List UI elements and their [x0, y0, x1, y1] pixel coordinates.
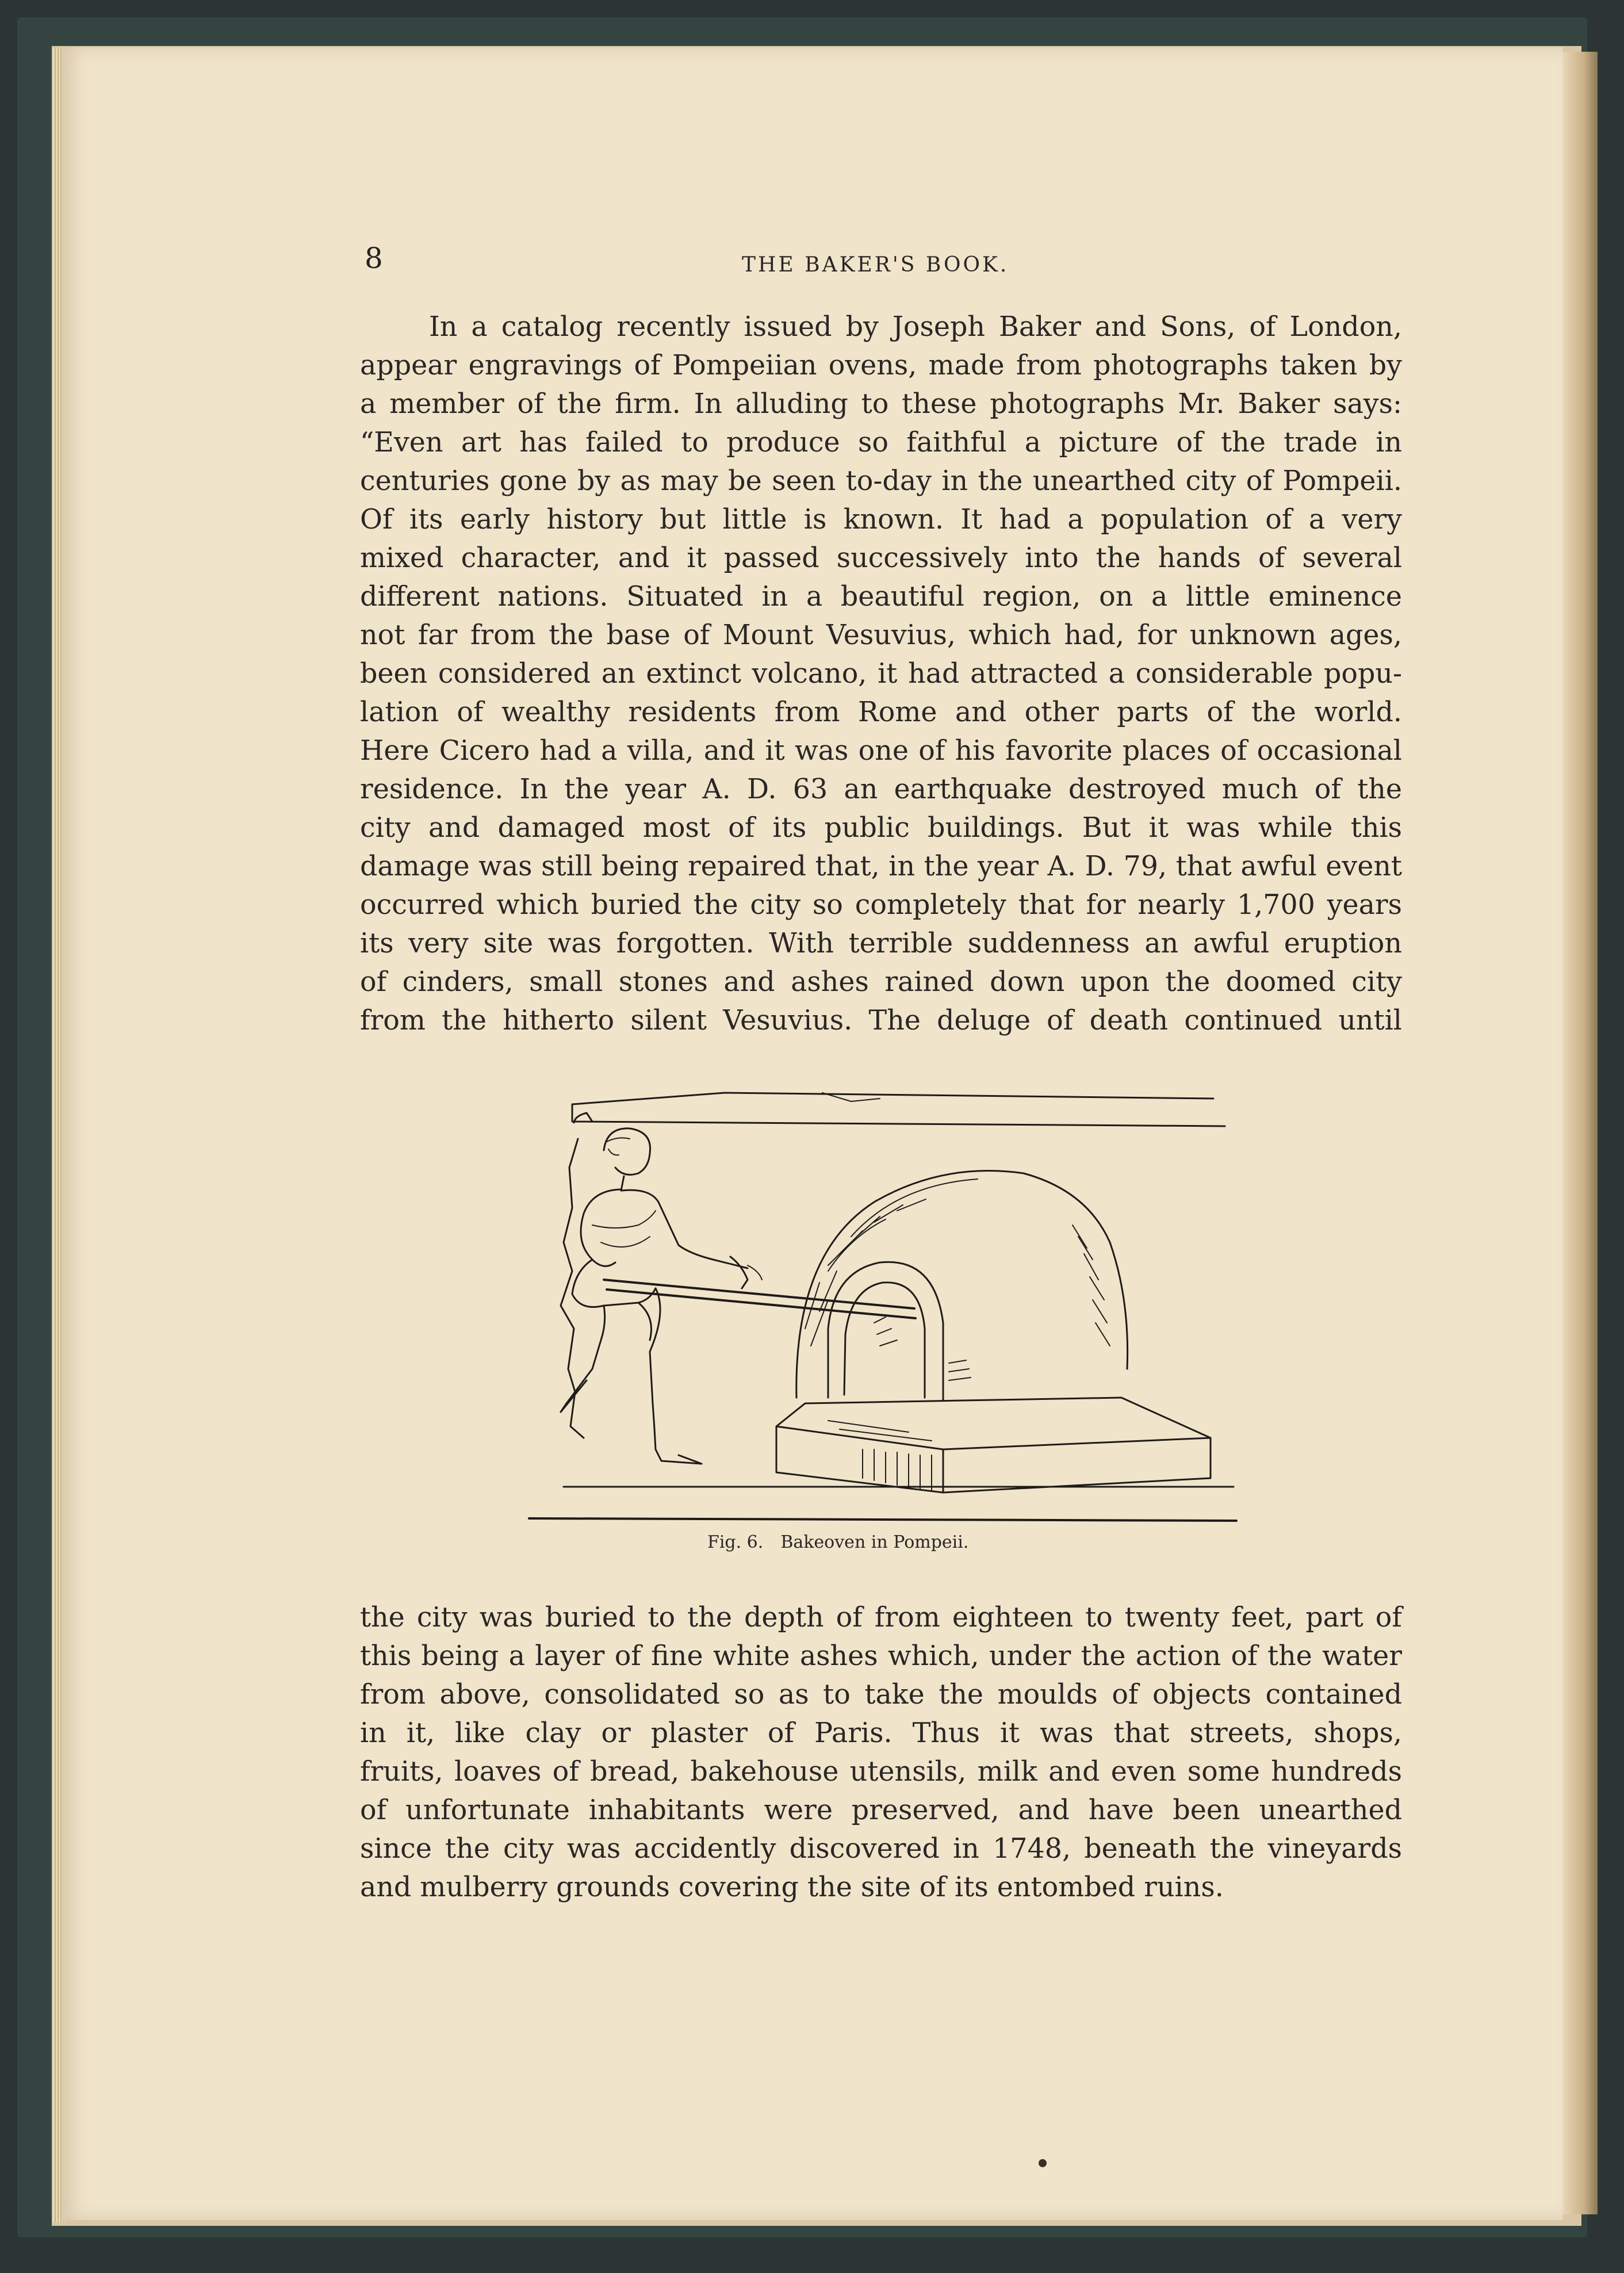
- text-line: appear engravings of Pompeiian ovens, made from photographs taken by: [360, 350, 1402, 381]
- figure-caption: [707, 1532, 968, 1552]
- text-line: of unfortunate inhabitants were preserved, and have been unearthed: [360, 1794, 1402, 1826]
- text-line: the city was buried to the depth of from eighteen to twenty feet, part of: [360, 1602, 1402, 1633]
- text-line: damage was still being repaired that, in the year A. D. 79, that awful event: [360, 851, 1402, 882]
- text-line: and mulberry grounds covering the site of its entombed ruins.: [360, 1872, 1224, 1903]
- text-line: a member of the firm. In alluding to these photographs Mr. Baker says:: [360, 388, 1402, 420]
- text-line: its very site was forgotten. With terrible suddenness an awful eruption: [360, 928, 1402, 959]
- text-line: from the hitherto silent Vesuvius. The deluge of death continued until: [360, 1005, 1402, 1036]
- figure-bakeoven-illustration: [506, 1081, 1242, 1530]
- bakeoven-engraving: [506, 1081, 1242, 1530]
- figure-title: Bakeoven in Pompeii.: [780, 1532, 969, 1552]
- text-line: occurred which buried the city so completely that for nearly 1,700 years: [360, 889, 1402, 921]
- text-line: been considered an extinct volcano, it had attracted a considerable popu-: [360, 658, 1402, 690]
- text-line: Here Cicero had a villa, and it was one of his favorite places of occasional: [360, 735, 1402, 767]
- running-title: THE BAKER'S BOOK.: [742, 253, 1009, 277]
- text-line: fruits, loaves of bread, bakehouse utensils, milk and even some hundreds: [360, 1756, 1402, 1788]
- text-line: in it, like clay or plaster of Paris. Thus it was that streets, shops,: [360, 1717, 1402, 1749]
- page-number: 8: [365, 242, 383, 275]
- text-line: residence. In the year A. D. 63 an earthquake destroyed much of the: [360, 774, 1402, 805]
- text-line: this being a layer of fine white ashes which, under the action of the water: [360, 1640, 1402, 1672]
- figure-label: Fig. 6.: [707, 1532, 764, 1552]
- text-line: Of its early history but little is known. It had a population of a very: [360, 504, 1402, 535]
- text-line: from above, consolidated so as to take the moulds of objects contained: [360, 1679, 1402, 1711]
- ink-spot: [1039, 2159, 1047, 2167]
- paragraph-1: [360, 308, 1402, 1040]
- text-line: since the city was accidently discovered in 1748, beneath the vineyards: [360, 1833, 1402, 1865]
- right-page-edges: [1563, 52, 1598, 2214]
- text-line: centuries gone by as may be seen to-day in the unearthed city of Pompeii.: [360, 465, 1402, 497]
- text-line: lation of wealthy residents from Rome and other parts of the world.: [360, 697, 1402, 728]
- text-line: mixed character, and it passed successively into the hands of several: [360, 542, 1402, 574]
- text-line: city and damaged most of its public buildings. But it was while this: [360, 812, 1402, 844]
- text-line: “Even art has failed to produce so faithful a picture of the trade in: [360, 427, 1402, 458]
- text-line: of cinders, small stones and ashes rained down upon the doomed city: [360, 966, 1402, 998]
- text-line: In a catalog recently issued by Joseph Baker and Sons, of London,: [429, 311, 1402, 343]
- paragraph-2: [360, 1598, 1402, 1907]
- text-line: not far from the base of Mount Vesuvius, which had, for unknown ages,: [360, 619, 1402, 651]
- text-line: different nations. Situated in a beautiful region, on a little eminence: [360, 581, 1402, 613]
